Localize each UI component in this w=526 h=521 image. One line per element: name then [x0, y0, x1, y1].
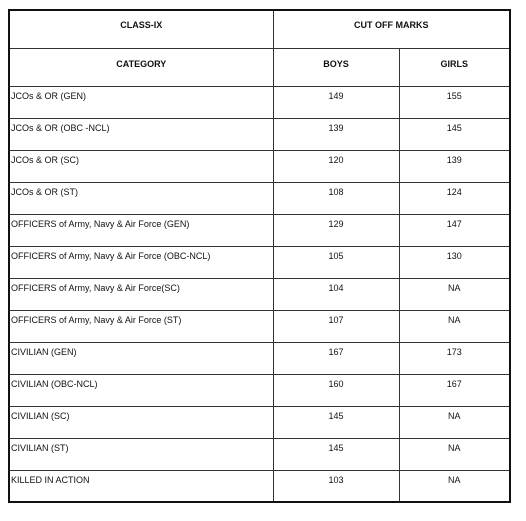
girls-cell: NA [399, 406, 510, 438]
girls-cell: NA [399, 470, 510, 502]
table-row [9, 118, 510, 150]
girls-cell: 124 [399, 182, 510, 214]
table-row [9, 278, 510, 310]
boys-cell: 108 [273, 182, 399, 214]
girls-cell: NA [399, 278, 510, 310]
girls-cell: 139 [399, 150, 510, 182]
girls-cell: 130 [399, 246, 510, 278]
table-row [9, 182, 510, 214]
boys-cell: 145 [273, 406, 399, 438]
table-row [9, 310, 510, 342]
cutoff-marks-label: CUT OFF MARKS [273, 10, 510, 48]
table-row [9, 342, 510, 374]
boys-cell: 139 [273, 118, 399, 150]
girls-cell: NA [399, 438, 510, 470]
table-row [9, 406, 510, 438]
class-label: CLASS-IX [9, 10, 273, 48]
category-cell: JCOs & OR (OBC -NCL) [9, 118, 273, 150]
table-row [9, 470, 510, 502]
table-title-row [9, 10, 510, 48]
girls-cell: 155 [399, 86, 510, 118]
girls-header: GIRLS [399, 48, 510, 86]
category-cell: OFFICERS of Army, Navy & Air Force (ST) [9, 310, 273, 342]
category-cell: JCOs & OR (GEN) [9, 86, 273, 118]
girls-cell: 147 [399, 214, 510, 246]
category-cell: CIVILIAN (GEN) [9, 342, 273, 374]
table-row [9, 374, 510, 406]
table-row [9, 214, 510, 246]
cutoff-marks-table [8, 9, 511, 503]
boys-cell: 120 [273, 150, 399, 182]
boys-cell: 160 [273, 374, 399, 406]
category-cell: JCOs & OR (ST) [9, 182, 273, 214]
table-header-row [9, 48, 510, 86]
boys-cell: 107 [273, 310, 399, 342]
table-row [9, 86, 510, 118]
category-header: CATEGORY [9, 48, 273, 86]
girls-cell: NA [399, 310, 510, 342]
boys-cell: 104 [273, 278, 399, 310]
girls-cell: 167 [399, 374, 510, 406]
table-row [9, 150, 510, 182]
category-cell: CIVILIAN (SC) [9, 406, 273, 438]
category-cell: OFFICERS of Army, Navy & Air Force (OBC-NCL) [9, 246, 273, 278]
girls-cell: 145 [399, 118, 510, 150]
boys-cell: 103 [273, 470, 399, 502]
boys-cell: 149 [273, 86, 399, 118]
boys-cell: 145 [273, 438, 399, 470]
boys-cell: 129 [273, 214, 399, 246]
girls-cell: 173 [399, 342, 510, 374]
category-cell: JCOs & OR (SC) [9, 150, 273, 182]
boys-cell: 105 [273, 246, 399, 278]
boys-header: BOYS [273, 48, 399, 86]
category-cell: KILLED IN ACTION [9, 470, 273, 502]
boys-cell: 167 [273, 342, 399, 374]
category-cell: OFFICERS of Army, Navy & Air Force(SC) [9, 278, 273, 310]
category-cell: CIVILIAN (ST) [9, 438, 273, 470]
category-cell: CIVILIAN (OBC-NCL) [9, 374, 273, 406]
table-row [9, 246, 510, 278]
category-cell: OFFICERS of Army, Navy & Air Force (GEN) [9, 214, 273, 246]
table-row [9, 438, 510, 470]
